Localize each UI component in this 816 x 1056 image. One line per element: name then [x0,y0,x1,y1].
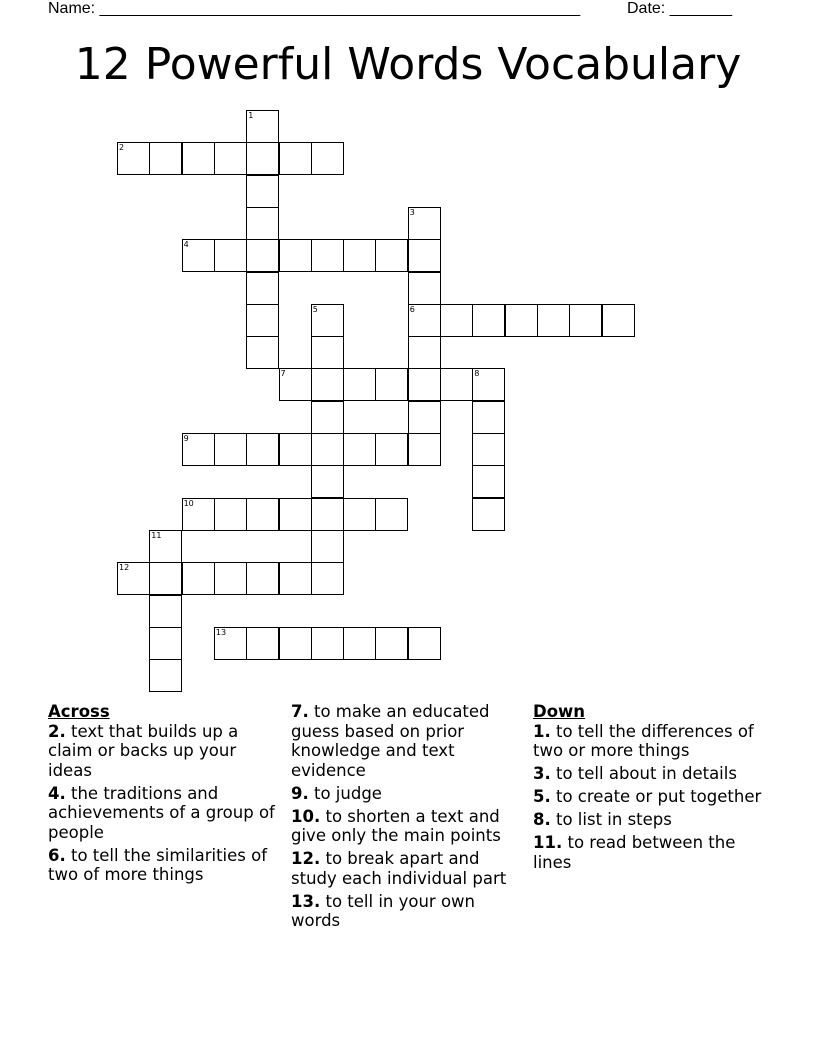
clue-item [533,764,763,784]
clue-number: 12 [119,563,130,573]
grid-cell[interactable] [408,207,441,240]
grid-cell[interactable] [408,401,441,434]
grid-cell[interactable] [537,304,570,337]
clue-number: 5. [533,787,551,806]
clue-item [533,722,763,761]
grid-cell[interactable] [375,368,408,401]
down-clues-column [533,702,763,876]
grid-cell[interactable] [311,433,344,466]
grid-cell[interactable] [214,433,247,466]
grid-cell[interactable] [182,562,215,595]
clue-text: to tell the similarities of two of more things [48,845,268,884]
grid-cell[interactable] [214,498,247,531]
grid-cell[interactable] [246,498,279,531]
grid-cell[interactable] [408,304,441,337]
grid-cell[interactable] [440,368,473,401]
grid-cell[interactable] [149,142,182,175]
grid-cell[interactable] [311,627,344,660]
clue-number: 7 [280,369,286,379]
grid-cell[interactable] [117,142,150,175]
grid-cell[interactable] [408,368,441,401]
clue-item [291,849,527,888]
grid-cell[interactable] [246,272,279,305]
grid-cell[interactable] [246,175,279,208]
grid-cell[interactable] [472,368,505,401]
across-clues-column-2 [291,702,527,934]
grid-cell[interactable] [311,142,344,175]
clue-number: 2. [48,721,66,741]
clue-text: to shorten a text and give only the main points [291,806,501,845]
clue-text: text that builds up a claim or backs up your ideas [48,721,239,780]
clue-number: 9. [291,783,309,803]
clue-item [533,787,763,807]
clue-item [533,833,763,872]
clue-number: 3 [409,207,415,217]
clue-item [48,722,276,781]
grid-cell[interactable] [246,336,279,369]
clue-number: 10. [291,806,321,826]
grid-cell[interactable] [149,595,182,628]
grid-cell[interactable] [375,433,408,466]
grid-cell[interactable] [311,530,344,563]
grid-cell[interactable] [472,498,505,531]
clue-text: to create or put together [556,787,762,806]
grid-cell[interactable] [440,304,473,337]
clue-number: 3. [533,764,551,783]
grid-cell[interactable] [343,239,376,272]
grid-cell[interactable] [279,239,312,272]
grid-cell[interactable] [246,627,279,660]
grid-cell[interactable] [246,562,279,595]
grid-cell[interactable] [214,142,247,175]
grid-cell[interactable] [117,562,150,595]
grid-cell[interactable] [149,627,182,660]
grid-cell[interactable] [246,239,279,272]
clue-text: to tell in your own words [291,891,476,930]
grid-cell[interactable] [311,336,344,369]
grid-cell[interactable] [343,498,376,531]
grid-cell[interactable] [311,562,344,595]
across-clues-column-1 [48,702,276,888]
grid-cell[interactable] [182,142,215,175]
grid-cell[interactable] [375,627,408,660]
clue-item [48,846,276,885]
clue-item [291,784,527,804]
clue-number: 10 [183,498,194,508]
grid-cell[interactable] [602,304,635,337]
clue-text: to tell the differences of two or more things [533,721,754,760]
clue-number: 1. [533,721,551,741]
grid-cell[interactable] [214,562,247,595]
grid-cell[interactable] [246,142,279,175]
clue-text: to judge [314,783,382,803]
grid-cell[interactable] [214,627,247,660]
grid-cell[interactable] [311,401,344,434]
grid-cell[interactable] [505,304,538,337]
clue-text: to tell about in details [556,764,737,783]
clue-text: to list in steps [556,810,672,829]
grid-cell[interactable] [246,207,279,240]
grid-cell[interactable] [375,498,408,531]
clue-number: 9 [183,434,189,443]
grid-cell[interactable] [472,401,505,434]
down-heading: Down [533,702,586,721]
clue-item [48,784,276,843]
clue-number: 2 [119,143,125,153]
grid-cell[interactable] [472,433,505,466]
grid-cell[interactable] [343,433,376,466]
grid-cell[interactable] [279,562,312,595]
clue-text: to make an educated guess based on prior knowledge and text evidence [291,702,490,780]
clue-item [291,892,527,931]
grid-cell[interactable] [311,465,344,498]
clue-number: 1 [248,111,254,120]
grid-cell[interactable] [279,627,312,660]
grid-cell[interactable] [311,304,344,337]
clue-number: 6. [48,845,66,865]
across-heading: Across [48,702,110,721]
grid-cell[interactable] [279,433,312,466]
grid-cell[interactable] [279,368,312,401]
grid-cell[interactable] [408,239,441,272]
clue-number: 12. [291,849,321,868]
grid-cell[interactable] [182,498,215,531]
grid-cell[interactable] [375,239,408,272]
grid-cell[interactable] [569,304,602,337]
clue-text: to read between the lines [533,833,736,872]
clue-number: 8 [474,369,480,379]
grid-cell[interactable] [246,433,279,466]
grid-cell[interactable] [182,433,215,466]
grid-cell[interactable] [279,498,312,531]
grid-cell[interactable] [311,368,344,401]
grid-cell[interactable] [472,465,505,498]
clue-number: 8. [533,810,551,829]
grid-cell[interactable] [214,239,247,272]
clue-number: 4 [183,240,189,250]
grid-cell[interactable] [149,530,182,563]
grid-cell[interactable] [408,627,441,660]
grid-cell[interactable] [343,368,376,401]
date-field[interactable]: Date: _______ [627,0,732,17]
grid-cell[interactable] [149,659,182,692]
grid-cell[interactable] [149,562,182,595]
clue-number: 4. [48,783,66,803]
clue-item [291,702,527,780]
grid-cell[interactable] [343,627,376,660]
clue-number: 6 [409,304,415,314]
grid-cell[interactable] [311,498,344,531]
clue-item [291,807,527,846]
clue-text: to break apart and study each individual part [291,849,507,888]
clue-number: 13. [291,891,321,911]
clue-text: the traditions and achievements of a group of people [48,783,275,842]
clue-number: 11 [151,530,162,540]
grid-cell[interactable] [246,304,279,337]
grid-cell[interactable] [408,433,441,466]
name-field[interactable]: Name: ______________________________________________________ [48,0,581,17]
clue-number: 11. [533,833,563,852]
clue-number: 7. [291,702,309,721]
clue-number: 5 [312,304,318,314]
grid-cell[interactable] [246,110,279,143]
grid-cell[interactable] [472,304,505,337]
grid-cell[interactable] [279,142,312,175]
clue-number: 13 [215,627,227,637]
page-title: 12 Powerful Words Vocabulary [74,39,742,90]
grid-cell[interactable] [408,272,441,305]
grid-cell[interactable] [182,239,215,272]
grid-cell[interactable] [311,239,344,272]
clue-item [533,810,763,830]
grid-cell[interactable] [408,336,441,369]
